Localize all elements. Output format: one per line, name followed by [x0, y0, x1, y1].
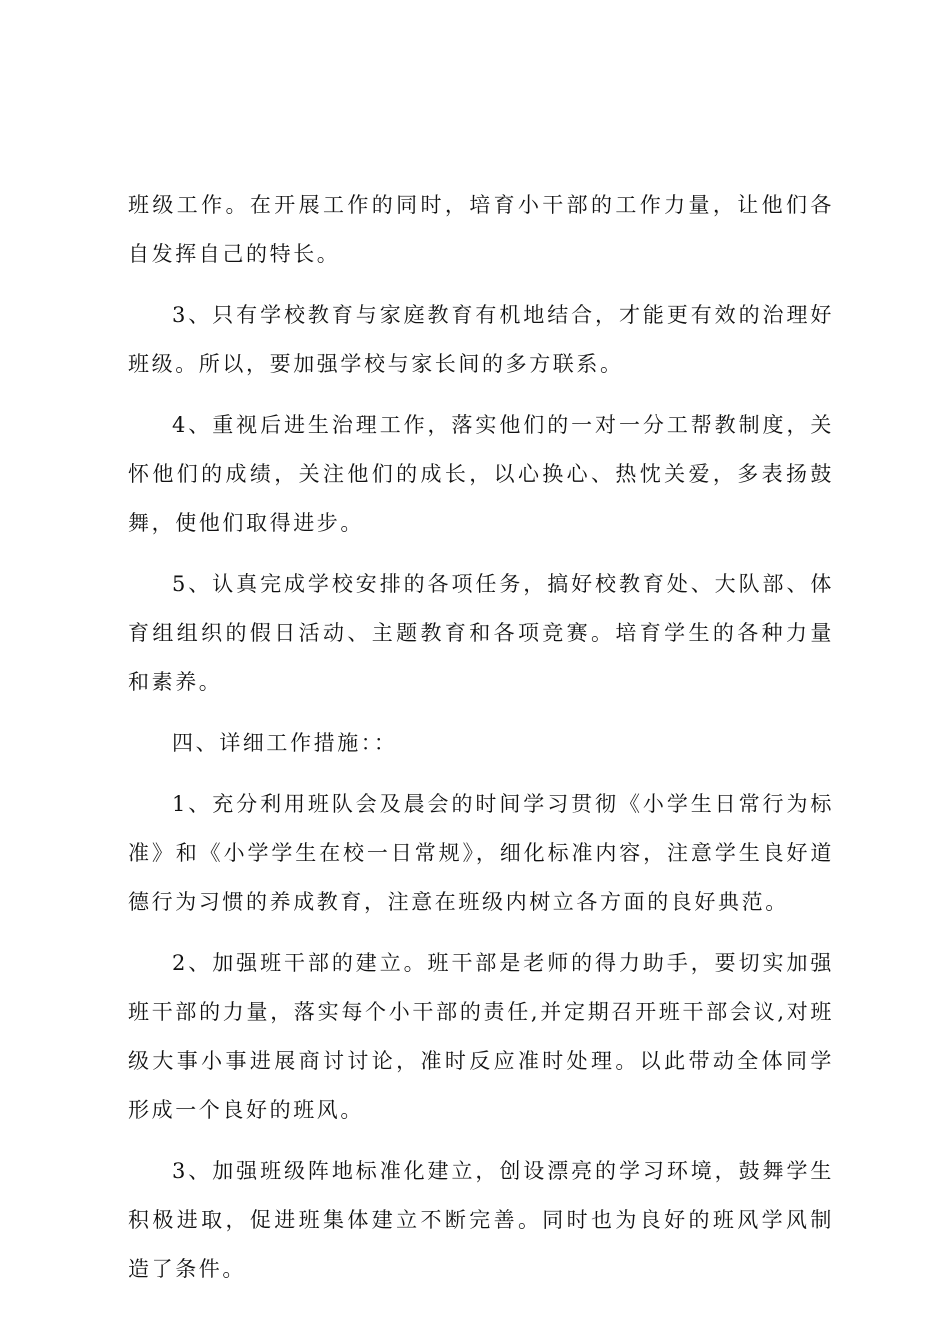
paragraph-measure-1: 1、充分利用班队会及晨会的时间学习贯彻《小学生日常行为标准》和《小学学生在校一日常规》，细化标准内容，注意学生良好道德行为习惯的养成教育，注意在班级内树立各方面的良好典范。 — [128, 792, 834, 914]
document-body — [128, 181, 834, 1306]
paragraph-measure-3: 3、加强班级阵地标准化建立，创设漂亮的学习环境，鼓舞学生积极进取，促进班集体建立不断完善。同时也为良好的班风学风制造了条件。 — [128, 1159, 834, 1281]
paragraph-item-5: 5、认真完成学校安排的各项任务，搞好校教育处、大队部、体育组组织的假日活动、主题教育和各项竞赛。培育学生的各种力量和素养。 — [128, 572, 834, 694]
paragraph-item-3: 3、只有学校教育与家庭教育有机地结合，才能更有效的治理好班级。所以，要加强学校与家长间的多方联系。 — [128, 303, 834, 376]
paragraph-measure-2: 2、加强班干部的建立。班干部是老师的得力助手，要切实加强班干部的力量，落实每个小干部的责任,并定期召开班干部会议,对班级大事小事进展商讨讨论，准时反应准时处理。以此带动全体同学形成一个良好的班风。 — [128, 951, 834, 1122]
section-heading-measures: 四、详细工作措施：： — [172, 731, 398, 755]
paragraph-continuation: 班级工作。在开展工作的同时，培育小干部的工作力量，让他们各自发挥自己的特长。 — [128, 193, 834, 266]
paragraph-item-4: 4、重视后进生治理工作，落实他们的一对一分工帮教制度，关怀他们的成绩，关注他们的成长，以心换心、热忱关爱，多表扬鼓舞，使他们取得进步。 — [128, 413, 834, 535]
